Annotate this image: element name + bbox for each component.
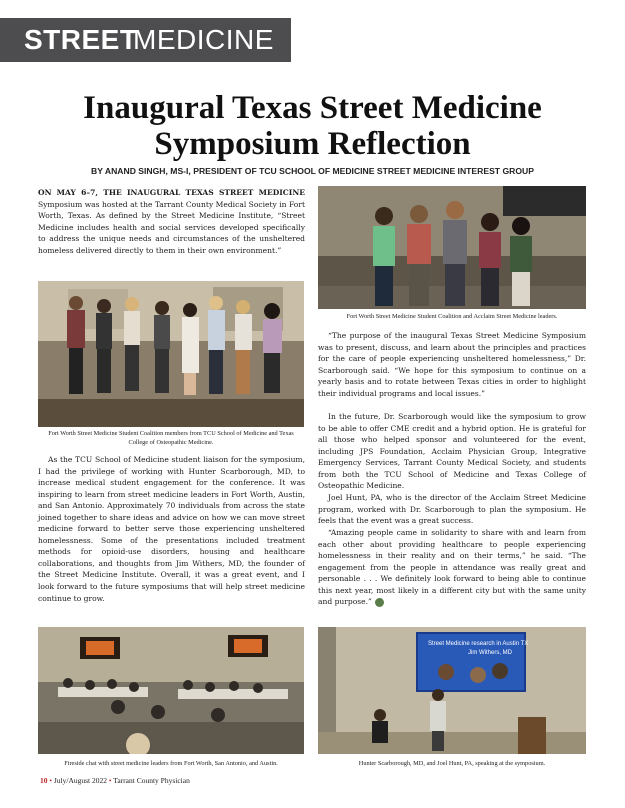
article-title-line2: Symposium Reflection	[154, 126, 471, 162]
section-label-bold: STREET	[24, 24, 138, 55]
purpose-paragraph: “The purpose of the inaugural Texas Street Medicine Symposium was to present, discuss, and learn about the principles and practices for the care of people experiencing unsheltered homelessness,” Dr. Scarborough said. “We hope for this symposium to continue on a yearly basis and to rotate between Texas cities in order to highlight their individual programs and local issues.”	[318, 331, 586, 398]
joel-hunt-paragraph: Joel Hunt, PA, who is the director of the Acclaim Street Medicine program, worked with Dr. Scarborough to plan the symposium. He feels that the event was a great success.	[318, 493, 586, 526]
publication-name: Tarrant County Physician	[113, 776, 190, 785]
byline: BY ANAND SINGH, MS-I, PRESIDENT OF TCU SCHOOL OF MEDICINE STREET MEDICINE INTEREST GROUP	[91, 166, 534, 176]
section-header	[0, 18, 291, 62]
liaison-paragraph: As the TCU School of Medicine student liaison for the symposium, I had the privilege of working with Hunter Scarborough, MD, to increase medical student engagement for the conference. It was inspiring to learn from street medicine leaders in Fort Worth, Austin, and San Antonio. Approximately 70 individuals from across the state joined together to share ideas and advice on how we can move street medicine forward to better serve those experiencing unsheltered homelessness. Some of the presentations included treatment methods for opioid-use disorders, housing and healthcare collaborations, and thoughts from Jim Withers, MD, the founder of the Street Medicine Institute. Overall, it was a great event, and I look forward to the future symposiums that will help street medicine continue to grow.	[38, 455, 305, 603]
caption-fireside-chat: Fireside chat with street medicine leaders from Fort Worth, San Antonio, and Austin.	[64, 760, 278, 767]
intro-lead: ON MAY 6–7, THE INAUGURAL TEXAS STREET MEDICINE	[38, 188, 305, 197]
section-label-light: MEDICINE	[133, 24, 274, 55]
end-mark-icon	[375, 598, 384, 607]
quote-paragraph	[318, 527, 586, 608]
slide-title: Street Medicine research in Austin TX	[428, 641, 529, 647]
future-paragraph: In the future, Dr. Scarborough would like the symposium to grow to be able to offer CME credit and a hybrid option. He is grateful for all those who helped sponsor and volunteered for the event, including JPS Foundation, Acclaim Physician Group, Integrative Emergency Services, Tarrant County Medical Society, and students from both the TCU School of Medicine and Texas College of Osteopathic Medicine.	[318, 412, 586, 491]
photo-speakers	[318, 627, 586, 754]
page-number: 10	[40, 776, 48, 785]
quote-text: “Amazing people came in solidarity to share with and learn from each other about providing healthcare to people experiencing homelessness in their reality and on their terms,” he said. “The engagement from the people in attendance was really great and personable . . . We definitely look forward to being able to continue this next year, most likely in a different city but with the same unity and purpose.”	[318, 528, 586, 607]
page-footer	[40, 776, 190, 785]
photo-fireside-chat	[38, 627, 304, 754]
intro-paragraph	[38, 187, 305, 256]
footer-bullet-2: •	[108, 776, 114, 785]
caption-coalition-leaders: Fort Worth Street Medicine Student Coalition and Acclaim Street Medicine leaders.	[346, 313, 558, 320]
slide-subtitle: Jim Withers, MD	[468, 650, 512, 656]
photo-coalition-leaders	[318, 186, 586, 309]
article-title-line1: Inaugural Texas Street Medicine	[83, 90, 542, 126]
caption-speakers: Hunter Scarborough, MD, and Joel Hunt, PA, speaking at the symposium.	[358, 760, 546, 767]
issue-date: July/August 2022	[53, 776, 108, 785]
intro-rest: Symposium was hosted at the Tarrant County Medical Society in Fort Worth, Texas. As defined by the Street Medicine Institute, “Street Medicine includes health and social services developed specifically to address the unique needs and circumstances of the unsheltered homeless delivered directly to them in their own environment.”	[38, 199, 305, 255]
caption-student-coalition: Fort Worth Street Medicine Student Coalition members from TCU School of Medicine and Texas College of Osteopathic Medicine.	[48, 430, 294, 446]
photo-student-coalition	[38, 281, 304, 427]
footer-bullet-1: •	[49, 776, 54, 785]
